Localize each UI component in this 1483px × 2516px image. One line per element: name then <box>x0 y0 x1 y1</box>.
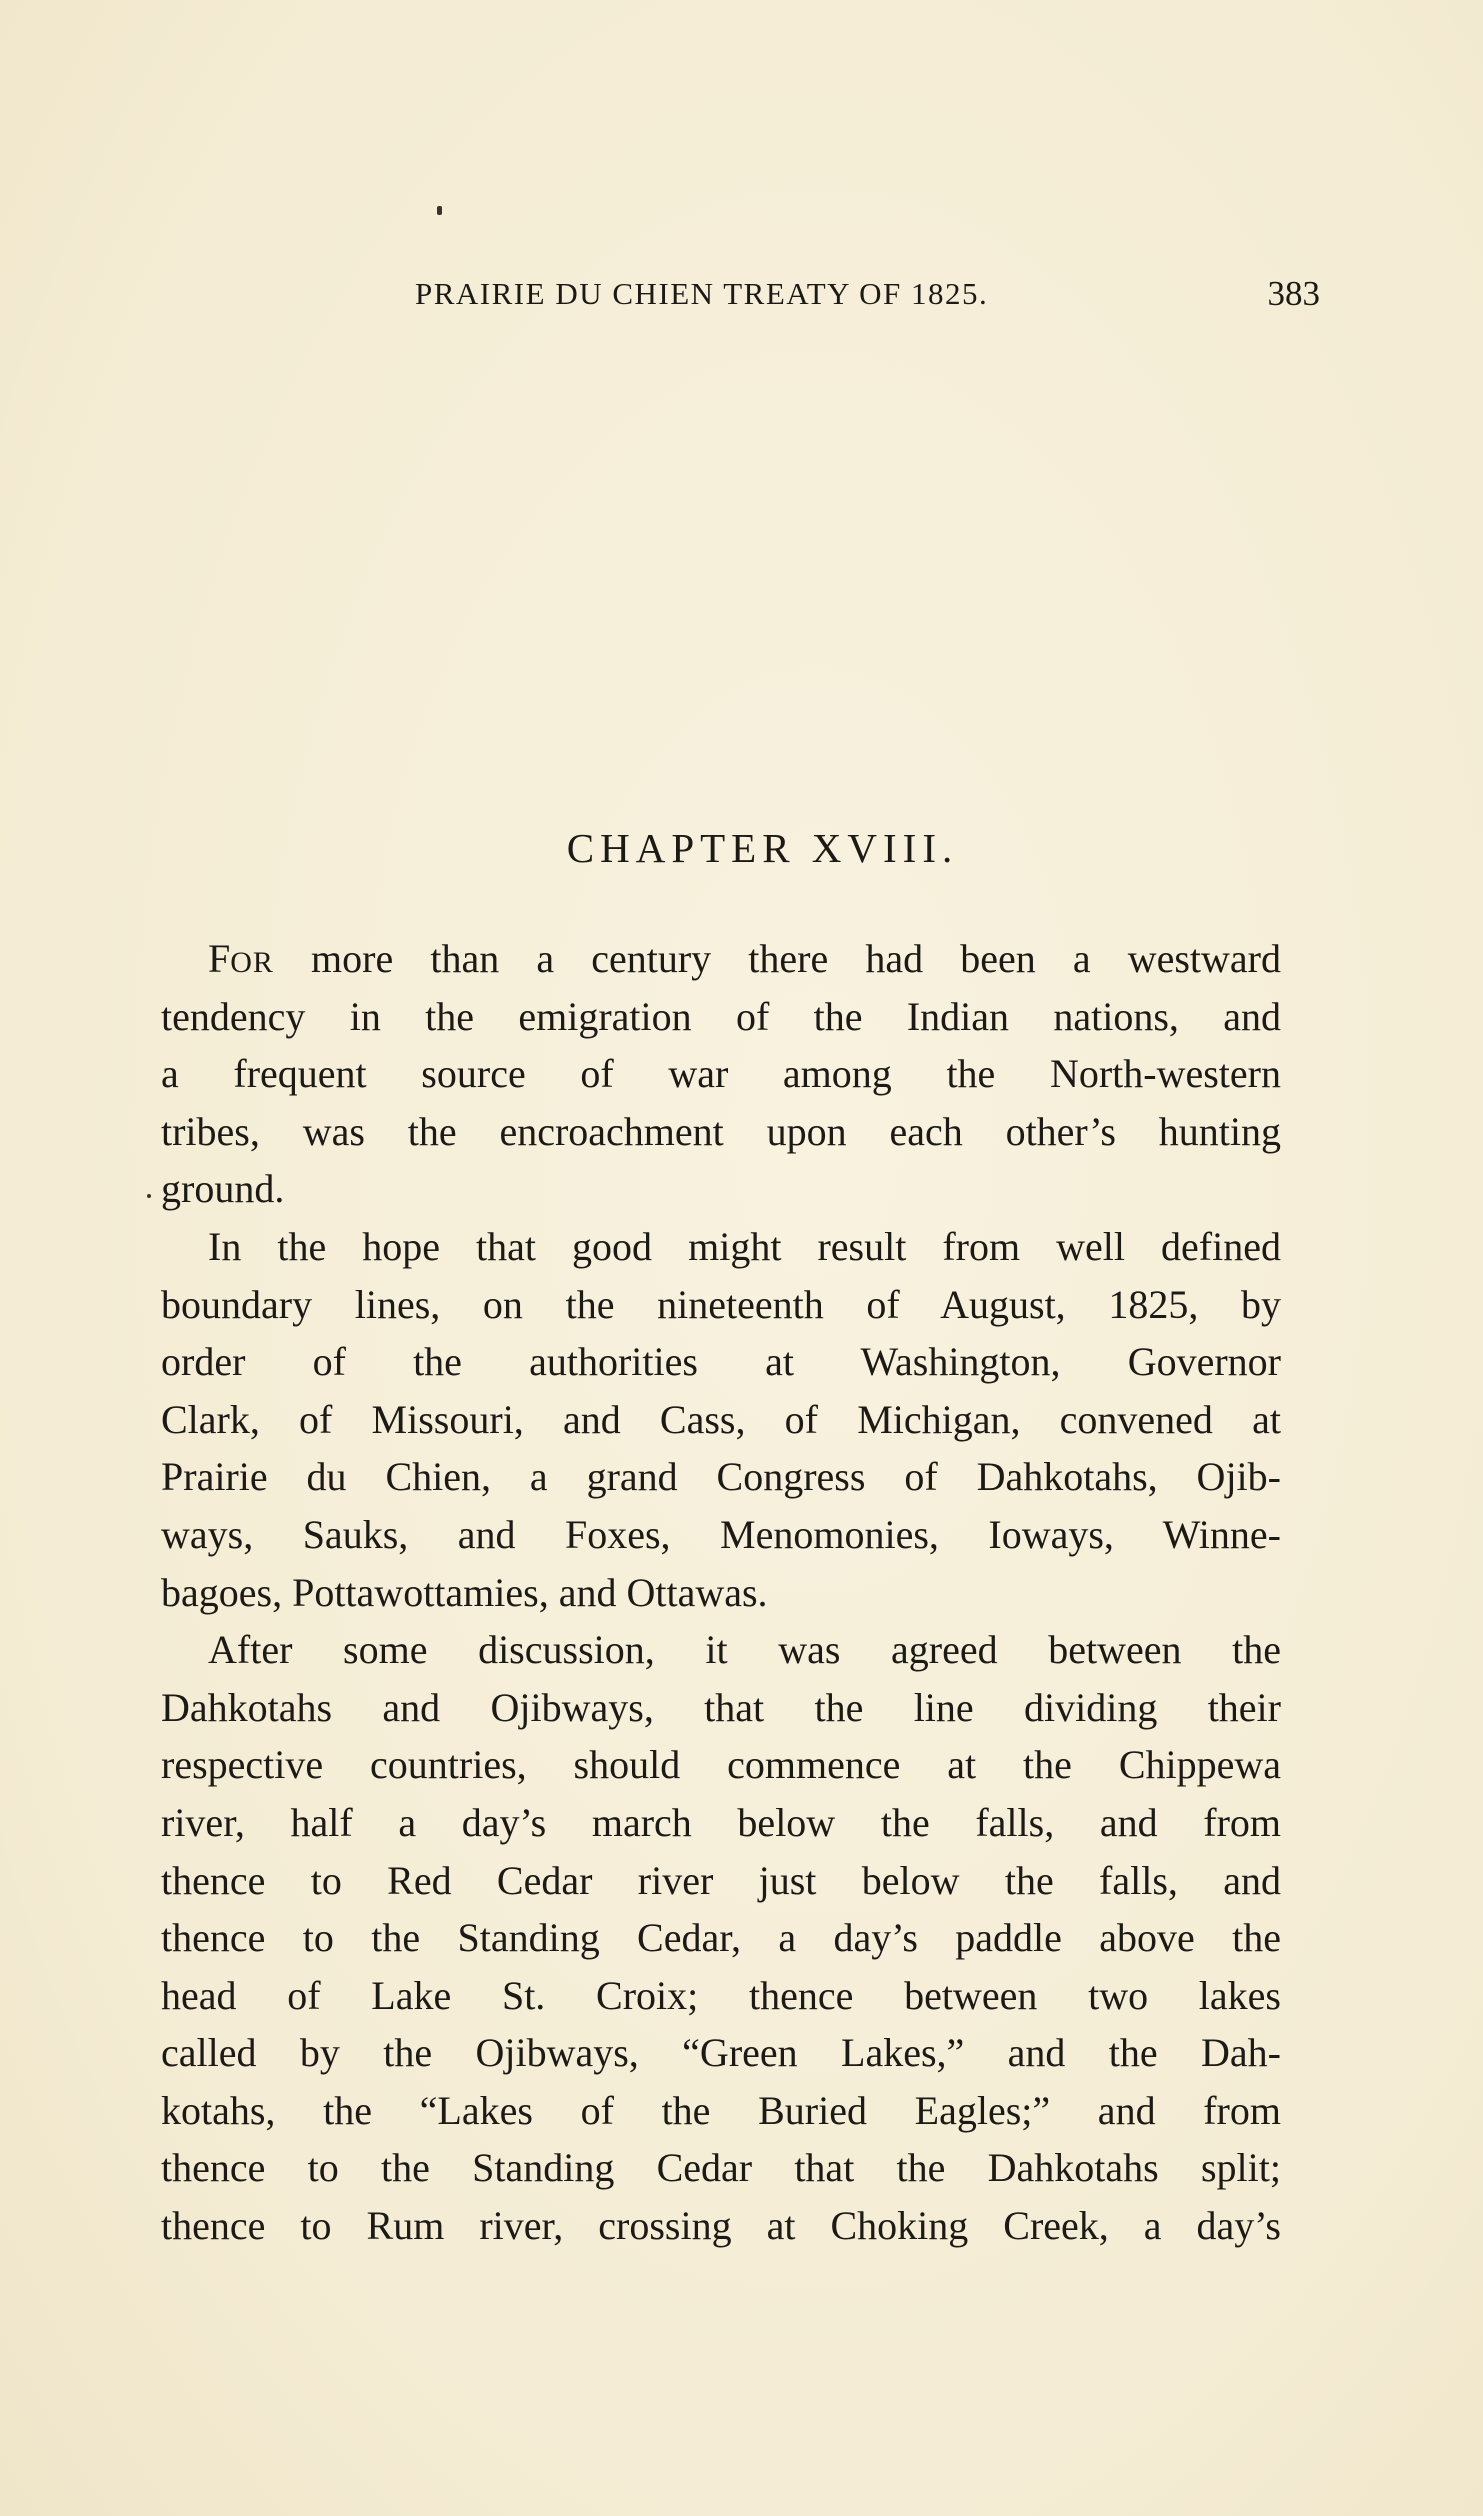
text-line-22: thence to the Standing Cedar that the Dahkotahs split; <box>161 2145 1281 2191</box>
text-line-9: Clark, of Missouri, and Cass, of Michigan, convened at <box>161 1396 1281 1442</box>
body-text <box>161 930 1281 2255</box>
text-line-13: After some discussion, it was agreed between the <box>208 1627 1281 1673</box>
text-line-6: In the hope that good might result from well defined <box>208 1223 1281 1269</box>
page-number: 383 <box>1267 274 1320 313</box>
text-line-20: called by the Ojibways, “Green Lakes,” and the Dah- <box>161 2030 1281 2076</box>
text-line-21: kotahs, the “Lakes of the Buried Eagles;” and from <box>161 2087 1281 2133</box>
text-line-1: FOR more than a century there had been a westward <box>208 936 1281 981</box>
text-line-19: head of Lake St. Croix; thence between two lakes <box>161 1972 1281 2018</box>
print-speck <box>437 206 442 215</box>
text-line-8: order of the authorities at Washington, Governor <box>161 1339 1281 1385</box>
first-word: FOR <box>208 936 274 981</box>
text-line-10: Prairie du Chien, a grand Congress of Dahkotahs, Ojib- <box>161 1454 1281 1500</box>
chapter-title: CHAPTER XVIII. <box>566 825 959 871</box>
margin-mark <box>147 1194 151 1198</box>
text-line-17: thence to Red Cedar river just below the falls, and <box>161 1857 1281 1903</box>
text-line-11: ways, Sauks, and Foxes, Menomonies, Ioways, Winne- <box>161 1511 1281 1557</box>
text-line-15: respective countries, should commence at the Chippewa <box>161 1742 1281 1788</box>
running-head <box>160 276 1320 326</box>
text-line-2: tendency in the emigration of the Indian nations, and <box>161 993 1281 1039</box>
text-line-16: river, half a day’s march below the falls, and from <box>161 1799 1281 1845</box>
text-line-12: bagoes, Pottawottamies, and Ottawas. <box>161 1569 768 1615</box>
text-line-5: ground. <box>161 1166 285 1212</box>
text-line-23: thence to Rum river, crossing at Choking Creek, a day’s <box>161 2203 1281 2249</box>
running-title: PRAIRIE DU CHIEN TREATY OF 1825. <box>415 276 989 311</box>
text-line-3: a frequent source of war among the North-western <box>161 1051 1281 1097</box>
text-line-18: thence to the Standing Cedar, a day’s paddle above the <box>161 1915 1281 1961</box>
text-line-14: Dahkotahs and Ojibways, that the line dividing their <box>161 1684 1281 1730</box>
text-line-4: tribes, was the encroachment upon each other’s hunting <box>161 1108 1281 1154</box>
text-line-7: boundary lines, on the nineteenth of August, 1825, by <box>161 1281 1281 1327</box>
